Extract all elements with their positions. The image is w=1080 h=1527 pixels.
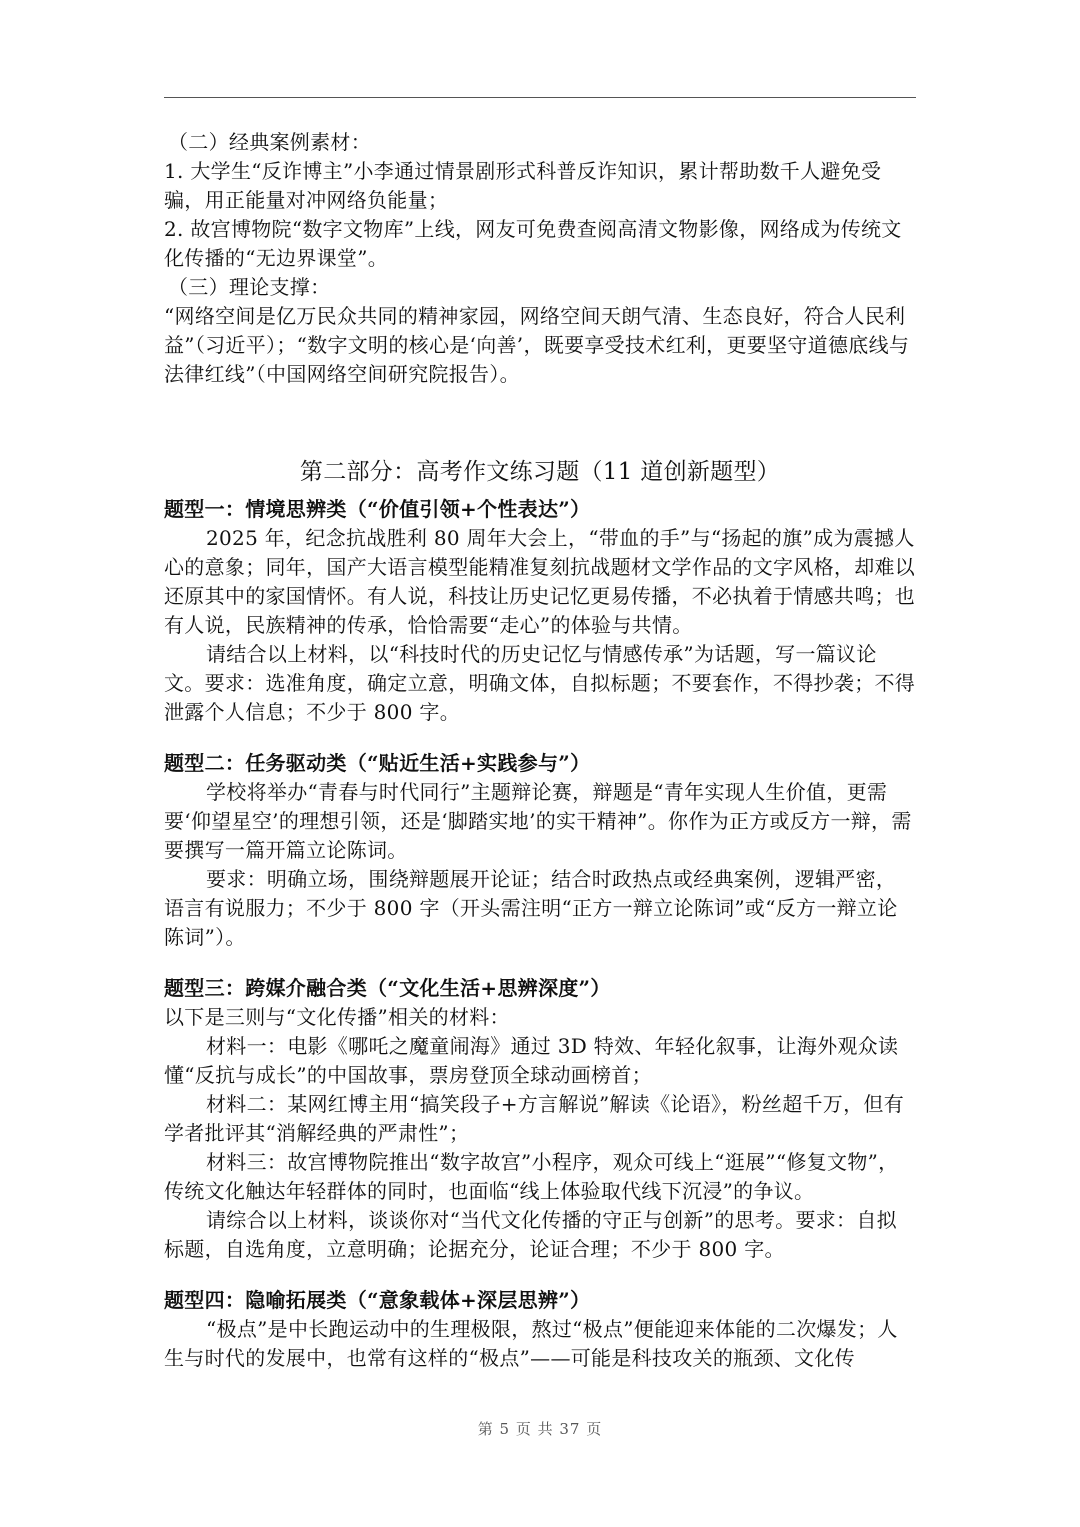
question-2-material: 学校将举办“青春与时代同行”主题辩论赛，辩题是“青年实现人生价值，更需要‘仰望星空’的理想引领，还是‘脚踏实地’的实干精神”。你作为正方或反方一辩，需要撰写一篇开篇立论陈词。 xyxy=(164,780,912,862)
question-2-title: 题型二：任务驱动类（“贴近生活+实践参与”） xyxy=(164,751,591,775)
question-1-requirement: 请结合以上材料，以“科技时代的历史记忆与情感传承”为话题，写一篇议论文。要求：选准角度，确定立意，明确文体，自拟标题；不要套作，不得抄袭；不得泄露个人信息；不少于 800 字。 xyxy=(164,642,916,724)
heading-cases: （二）经典案例素材： xyxy=(168,130,371,154)
theory-text: “网络空间是亿万民众共同的精神家园，网络空间天朗气清、生态良好，符合人民利益”（习近平）；“数字文明的核心是‘向善’，既要享受技术红利，更要坚守道德底线与法律红线”（中国网络空间研究院报告）。 xyxy=(164,304,910,386)
question-2-requirement: 要求：明确立场，围绕辩题展开论证；结合时政热点或经典案例，逻辑严密，语言有说服力；不少于 800 字（开头需注明“正方一辩立论陈词”或“反方一辩立论陈词”）。 xyxy=(164,867,898,949)
case-1: 1. 大学生“反诈博主”小李通过情景剧形式科普反诈知识，累计帮助数千人避免受骗，用正能量对冲网络负能量； xyxy=(164,159,882,212)
question-3-requirement: 请综合以上材料，谈谈你对“当代文化传播的守正与创新”的思考。要求：自拟标题，自选角度，立意明确；论据充分，论证合理；不少于 800 字。 xyxy=(164,1208,897,1261)
heading-theory: （三）理论支撑： xyxy=(168,275,331,299)
question-3-material-2: 材料二：某网红博主用“搞笑段子+方言解说”解读《论语》，粉丝超千万，但有学者批评其“消解经典的严肃性”； xyxy=(164,1092,905,1145)
page-footer: 第 5 页 共 37 页 xyxy=(477,1420,603,1438)
case-2: 2. 故宫博物院“数字文物库”上线，网友可免费查阅高清文物影像，网络成为传统文化传播的“无边界课堂”。 xyxy=(164,217,902,270)
question-1-material: 2025 年，纪念抗战胜利 80 周年大会上，“带血的手”与“扬起的旗”成为震撼人心的意象；同年，国产大语言模型能精准复刻抗战题材文学作品的文字风格，却难以还原其中的家国情怀。有人说，科技让历史记忆更易传播，不必执着于情感共鸣；也有人说，民族精神的传承，恰恰需要“走心”的体验与共情。 xyxy=(164,526,916,637)
question-4-material: “极点”是中长跑运动中的生理极限，熬过“极点”便能迎来体能的二次爆发；人生与时代的发展中，也常有这样的“极点”——可能是科技攻关的瓶颈、文化传 xyxy=(164,1317,898,1370)
part-two-title: 第二部分：高考作文练习题（11 道创新题型） xyxy=(299,459,781,485)
question-1-title: 题型一：情境思辨类（“价值引领+个性表达”） xyxy=(164,497,591,521)
question-3-intro: 以下是三则与“文化传播”相关的材料： xyxy=(164,1005,510,1029)
page-content xyxy=(164,128,916,1373)
question-4-title: 题型四：隐喻拓展类（“意象载体+深层思辨”） xyxy=(164,1288,591,1312)
header-rule xyxy=(164,97,916,98)
question-3-material-3: 材料三：故宫博物院推出“数字故宫”小程序，观众可线上“逛展”“修复文物”，传统文化触达年轻群体的同时，也面临“线上体验取代线下沉浸”的争议。 xyxy=(164,1150,899,1203)
question-3-material-1: 材料一：电影《哪吒之魔童闹海》通过 3D 特效、年轻化叙事，让海外观众读懂“反抗与成长”的中国故事，票房登顶全球动画榜首； xyxy=(164,1034,899,1087)
question-3-title: 题型三：跨媒介融合类（“文化生活+思辨深度”） xyxy=(164,976,611,1000)
